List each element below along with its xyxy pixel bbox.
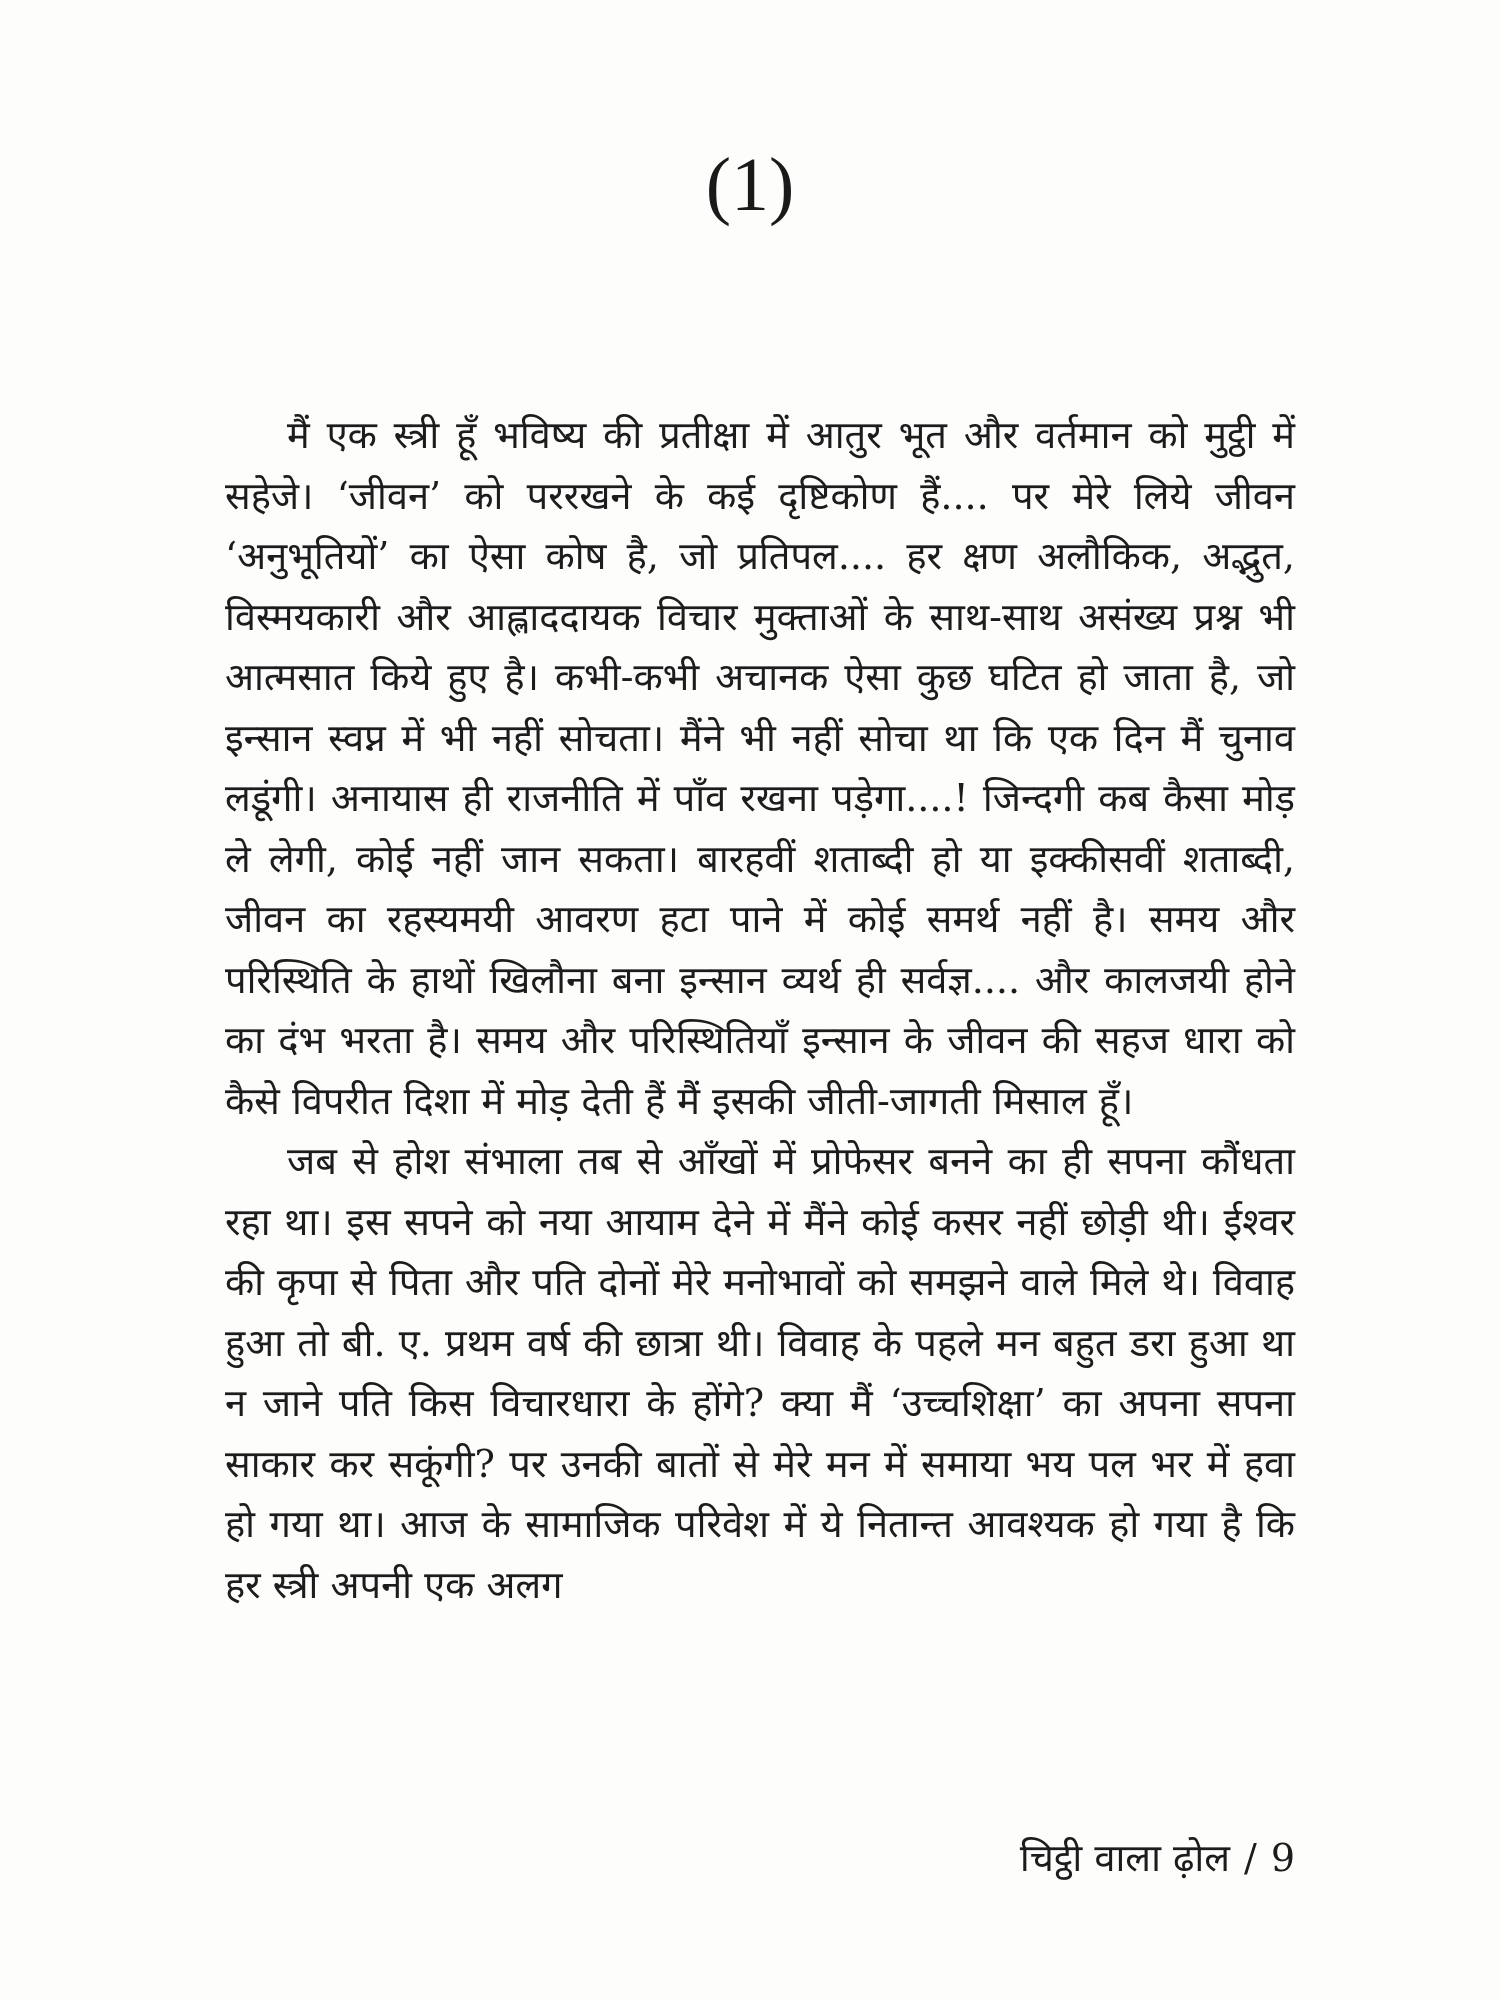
- chapter-number: (1): [705, 143, 795, 227]
- footer-book-title: चिट्ठी वाला ढ़ोल: [1019, 1836, 1230, 1880]
- paragraph-2: जब से होश संभाला तब से आँखों में प्रोफेसर बनने का ही सपना कौंधता रहा था। इस सपने को नया आयाम देने में मैंने कोई कसर नहीं छोड़ी थी। ईश्वर की कृपा से पिता और पति दोनों मेरे मनोभावों को समझने वाले मिले थे। विवाह हुआ तो बी. ए. प्रथम वर्ष की छात्रा थी। विवाह के पहले मन बहुत डरा हुआ था न जाने पति किस विचारधारा के होंगे? क्या मैं ‘उच्चशिक्षा’ का अपना सपना साकार कर सकूंगी? पर उनकी बातों से मेरे मन में समाया भय पल भर में हवा हो गया था। आज के सामाजिक परिवेश में ये नितान्त आवश्यक हो गया है कि हर स्त्री अपनी एक अलग: [225, 1139, 1295, 1607]
- paragraph-1: मैं एक स्त्री हूँ भविष्य की प्रतीक्षा में आतुर भूत और वर्तमान को मुट्ठी में सहेजे। ‘जीवन’ को पररखने के कई दृष्टिकोण हैं.... पर मेरे लिये जीवन ‘अनुभूतियों’ का ऐसा कोष है, जो प्रतिपल.... हर क्षण अलौकिक, अद्भुत, विस्मयकारी और आह्लाददायक विचार मुक्ताओं के साथ-साथ असंख्य प्रश्न भी आत्मसात किये हुए है। कभी-कभी अचानक ऐसा कुछ घटित हो जाता है, जो इन्सान स्वप्न में भी नहीं सोचता। मैंने भी नहीं सोचा था कि एक दिन मैं चुनाव लडूंगी। अनायास ही राजनीति में पाँव रखना पड़ेगा....! जिन्दगी कब कैसा मोड़ ले लेगी, कोई नहीं जान सकता। बारहवीं शताब्दी हो या इक्कीसवीं शताब्दी, जीवन का रहस्यमयी आवरण हटा पाने में कोई समर्थ नहीं है। समय और परिस्थिति के हाथों खिलौना बना इन्सान व्यर्थ ही सर्वज्ञ.... और कालजयी होने का दंभ भरता है। समय और परिस्थितियाँ इन्सान के जीवन की सहज धारा को कैसे विपरीत दिशा में मोड़ देती हैं मैं इसकी जीती-जागती मिसाल हूँ।: [225, 413, 1295, 1123]
- page-footer: [1020, 1834, 1295, 1882]
- body-text: [225, 405, 1295, 1615]
- footer-page-number: 9: [1270, 1836, 1295, 1880]
- footer-separator: /: [1244, 1836, 1257, 1880]
